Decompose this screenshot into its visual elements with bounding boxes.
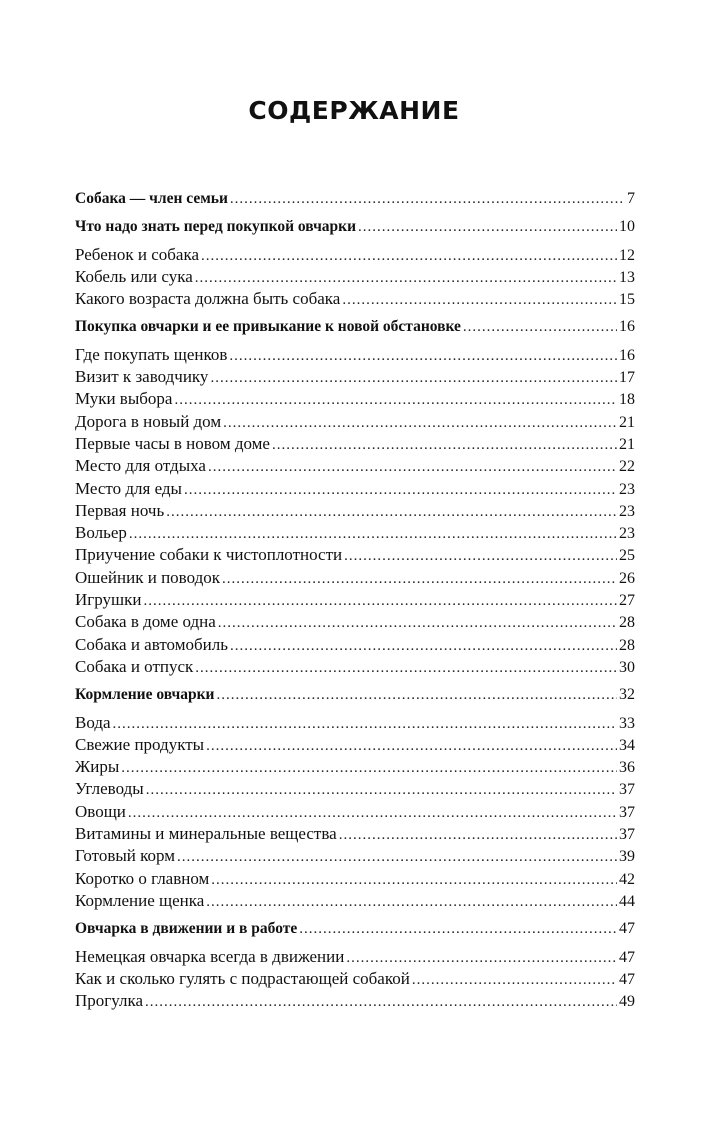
toc-section-entry [75, 188, 635, 210]
entry-title: Первые часы в новом доме [75, 433, 270, 453]
dot-leader [463, 316, 617, 338]
entry-title: Приучение собаки к чистоплотности [75, 545, 343, 565]
page-title: СОДЕРЖАНИЕ [248, 96, 460, 125]
entry-page-number: 47 [619, 970, 635, 988]
dot-leader [272, 434, 617, 456]
entry-title: Немецкая овчарка всегда в движении [75, 946, 345, 966]
entry-page-number: 15 [619, 291, 635, 309]
toc-entry [75, 455, 635, 477]
entry-page-number: 17 [619, 369, 635, 387]
entry-page-number: 23 [619, 502, 635, 520]
dot-leader [177, 846, 617, 868]
entry-title: Вольер [75, 523, 127, 543]
entry-title: Визит к заводчику [75, 367, 209, 387]
entry-title: Витамины и минеральные вещества [75, 824, 337, 844]
toc-entry [75, 634, 635, 656]
toc-section-entry [75, 918, 635, 940]
toc-entry [75, 344, 635, 366]
entry-page-number: 49 [619, 993, 635, 1011]
entry-page-number: 26 [619, 569, 635, 587]
toc-entry [75, 366, 635, 388]
dot-leader [206, 735, 617, 757]
entry-page-number: 42 [619, 870, 635, 888]
dot-leader [195, 267, 617, 289]
entry-title: Кормление овчарки [75, 685, 215, 703]
dot-leader [210, 367, 617, 389]
entry-page-number: 25 [619, 547, 635, 565]
entry-page-number: 12 [619, 246, 635, 264]
dot-leader [222, 568, 617, 590]
dot-leader [216, 684, 617, 706]
dot-leader [218, 612, 617, 634]
dot-leader [223, 412, 617, 434]
entry-page-number: 21 [619, 413, 635, 431]
entry-title: Прогулка [75, 991, 144, 1011]
toc-entry [75, 500, 635, 522]
entry-page-number: 37 [619, 803, 635, 821]
entry-page-number: 28 [619, 614, 635, 632]
toc-entry [75, 734, 635, 756]
toc-entry [75, 868, 635, 890]
toc-entry [75, 968, 635, 990]
entry-title: Где покупать щенков [75, 344, 228, 364]
toc-entry [75, 656, 635, 678]
dot-leader [230, 635, 617, 657]
dot-leader [299, 918, 617, 940]
dot-leader [143, 590, 617, 612]
entry-page-number: 21 [619, 435, 635, 453]
toc-section-entry [75, 316, 635, 338]
dot-leader [342, 289, 617, 311]
entry-page-number: 47 [619, 919, 635, 937]
entry-page-number: 34 [619, 736, 635, 754]
toc-entry [75, 756, 635, 778]
dot-leader [128, 802, 617, 824]
entry-title: Ошейник и поводок [75, 567, 220, 587]
entry-title: Вода [75, 712, 111, 732]
toc-entry [75, 845, 635, 867]
dot-leader [339, 824, 617, 846]
entry-title: Место для еды [75, 478, 182, 498]
table-of-contents [75, 188, 635, 1012]
entry-title: Кормление щенка [75, 890, 205, 910]
entry-page-number: 28 [619, 636, 635, 654]
entry-title: Жиры [75, 757, 120, 777]
entry-page-number: 33 [619, 714, 635, 732]
entry-page-number: 16 [619, 317, 635, 335]
entry-page-number: 30 [619, 658, 635, 676]
toc-entry [75, 801, 635, 823]
entry-title: Свежие продукты [75, 734, 205, 754]
entry-page-number: 36 [619, 759, 635, 777]
entry-title: Готовый корм [75, 846, 176, 866]
dot-leader [358, 216, 617, 238]
entry-page-number: 47 [619, 948, 635, 966]
entry-title: Игрушки [75, 590, 142, 610]
entry-page-number: 37 [619, 781, 635, 799]
entry-page-number: 16 [619, 346, 635, 364]
entry-title: Дорога в новый дом [75, 411, 222, 431]
entry-page-number: 32 [619, 685, 635, 703]
toc-entry [75, 388, 635, 410]
entry-title: Что надо знать перед покупкой овчарки [75, 217, 357, 235]
entry-page-number: 23 [619, 525, 635, 543]
entry-page-number: 13 [619, 268, 635, 286]
entry-title: Какого возраста должна быть собака [75, 289, 341, 309]
entry-title: Собака — член семьи [75, 190, 228, 207]
toc-entry [75, 823, 635, 845]
toc-entry [75, 433, 635, 455]
entry-title: Покупка овчарки и ее привыкание к новой обстановке [75, 317, 461, 335]
toc-entry [75, 567, 635, 589]
dot-leader [229, 345, 617, 367]
entry-title: Коротко о главном [75, 868, 210, 888]
entry-title: Как и сколько гулять с подрастающей собакой [75, 968, 410, 988]
dot-leader [230, 188, 625, 210]
dot-leader [166, 501, 617, 523]
toc-entry [75, 946, 635, 968]
toc-entry [75, 890, 635, 912]
dot-leader [346, 947, 617, 969]
toc-entry [75, 478, 635, 500]
entry-title: Ребенок и собака [75, 244, 199, 264]
entry-page-number: 27 [619, 592, 635, 610]
dot-leader [113, 713, 617, 735]
entry-page-number: 44 [619, 892, 635, 910]
entry-title: Муки выбора [75, 389, 173, 409]
toc-entry [75, 411, 635, 433]
toc-entry [75, 244, 635, 266]
toc-entry [75, 266, 635, 288]
entry-page-number: 23 [619, 480, 635, 498]
toc-entry [75, 611, 635, 633]
entry-page-number: 39 [619, 848, 635, 866]
entry-title: Первая ночь [75, 500, 165, 520]
toc-entry [75, 712, 635, 734]
entry-title: Углеводы [75, 779, 144, 799]
entry-title: Кобель или сука [75, 266, 193, 286]
entry-title: Овчарка в движении и в работе [75, 919, 298, 937]
dot-leader [412, 969, 617, 991]
entry-page-number: 37 [619, 826, 635, 844]
toc-entry [75, 522, 635, 544]
toc-entry [75, 778, 635, 800]
entry-title: Собака и автомобиль [75, 634, 228, 654]
dot-leader [206, 891, 617, 913]
dot-leader [184, 479, 617, 501]
entry-title: Собака и отпуск [75, 656, 194, 676]
entry-title: Собака в доме одна [75, 612, 216, 632]
dot-leader [344, 545, 617, 567]
toc-section-entry [75, 216, 635, 238]
entry-page-number: 18 [619, 391, 635, 409]
dot-leader [145, 991, 617, 1013]
dot-leader [211, 869, 617, 891]
toc-entry [75, 544, 635, 566]
entry-title: Место для отдыха [75, 456, 206, 476]
dot-leader [195, 657, 617, 679]
toc-entry [75, 990, 635, 1012]
dot-leader [129, 523, 617, 545]
dot-leader [146, 779, 617, 801]
toc-entry [75, 288, 635, 310]
dot-leader [174, 389, 617, 411]
entry-page-number: 10 [619, 217, 635, 235]
dot-leader [201, 245, 617, 267]
dot-leader [208, 456, 617, 478]
toc-entry [75, 589, 635, 611]
dot-leader [121, 757, 617, 779]
entry-page-number: 22 [619, 458, 635, 476]
entry-page-number: 7 [627, 190, 635, 207]
entry-title: Овощи [75, 801, 126, 821]
toc-section-entry [75, 684, 635, 706]
